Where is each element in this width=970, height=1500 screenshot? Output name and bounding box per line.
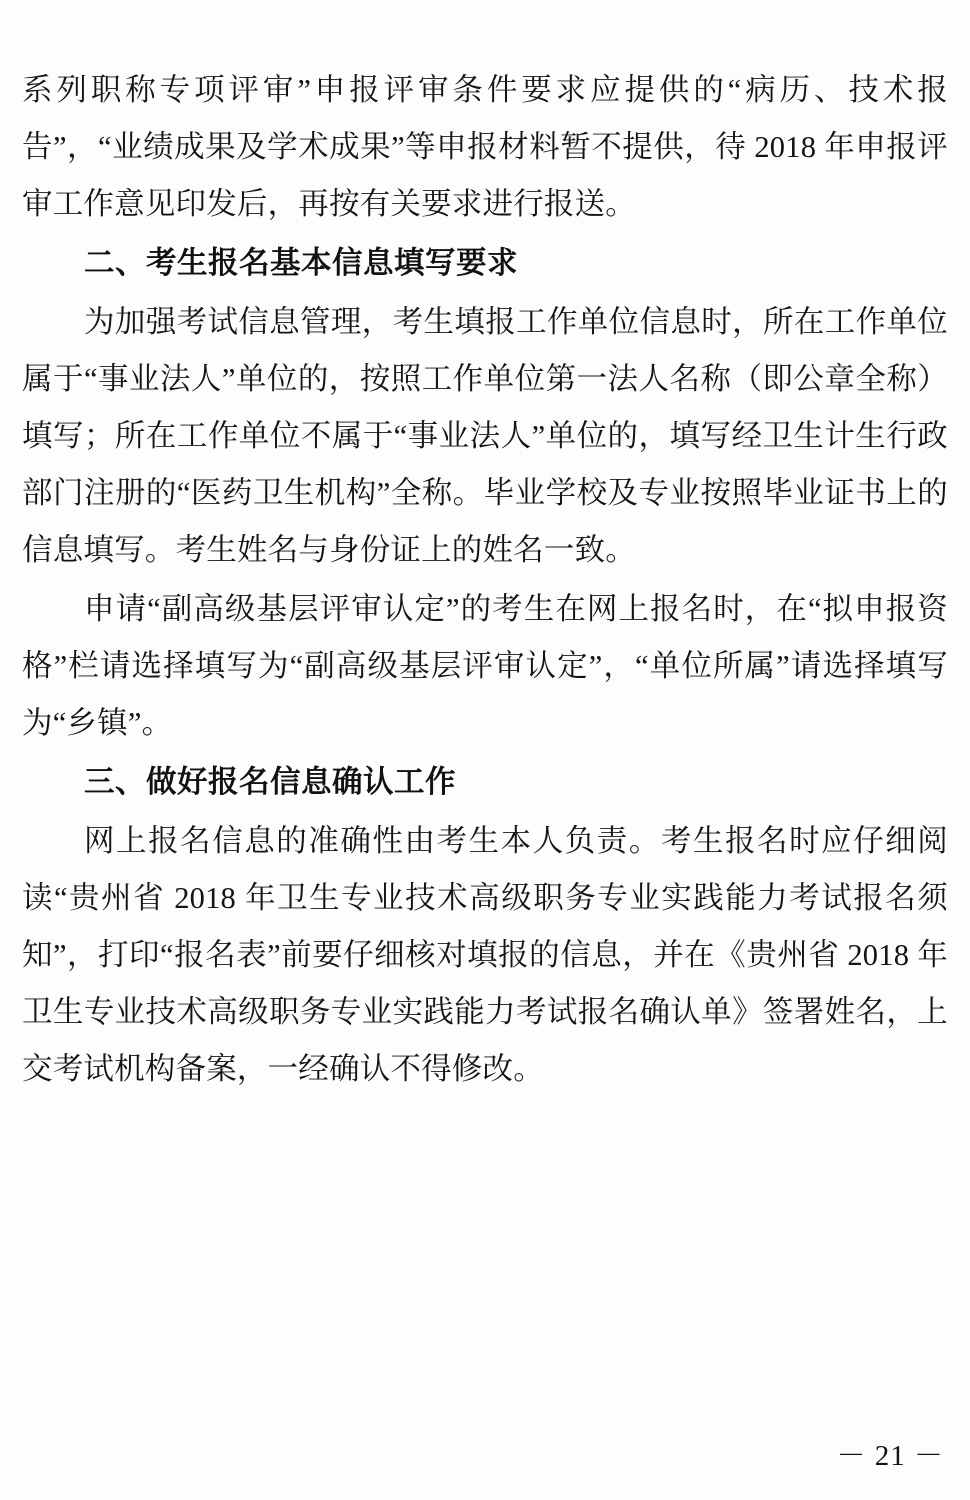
document-body	[22, 62, 948, 1100]
paragraph-confirmation-work: 网上报名信息的准确性由考生本人负责。考生报名时应仔细阅读“贵州省 2018 年卫生专业技术高级职务专业实践能力考试报名须知”，打印“报名表”前要仔细核对填报的信息，并在《贵州省 2018 年卫生专业技术高级职务专业实践能力考试报名确认单》签署姓名，上交考试机构备案，一经确认不得修改。	[22, 824, 948, 1086]
paragraph-deputy-senior-application: 申请“副高级基层评审认定”的考生在网上报名时，在“拟申报资格”栏请选择填写为“副高级基层评审认定”，“单位所属”请选择填写为“乡镇”。	[22, 592, 948, 740]
paragraph-continuation: 系列职称专项评审”申报评审条件要求应提供的“病历、技术报告”，“业绩成果及学术成果”等申报材料暂不提供，待 2018 年申报评审工作意见印发后，再按有关要求进行报送。	[22, 73, 948, 221]
page-number: － 21 －	[836, 1440, 944, 1472]
paragraph-registration-info: 为加强考试信息管理，考生填报工作单位信息时，所在工作单位属于“事业法人”单位的，按照工作单位第一法人名称（即公章全称）填写；所在工作单位不属于“事业法人”单位的，填写经卫生计生行政部门注册的“医药卫生机构”全称。毕业学校及专业按照毕业证书上的信息填写。考生姓名与身份证上的姓名一致。	[22, 305, 948, 567]
section-heading-three: 三、做好报名信息确认工作	[84, 765, 456, 799]
section-heading-two: 二、考生报名基本信息填写要求	[84, 246, 518, 280]
